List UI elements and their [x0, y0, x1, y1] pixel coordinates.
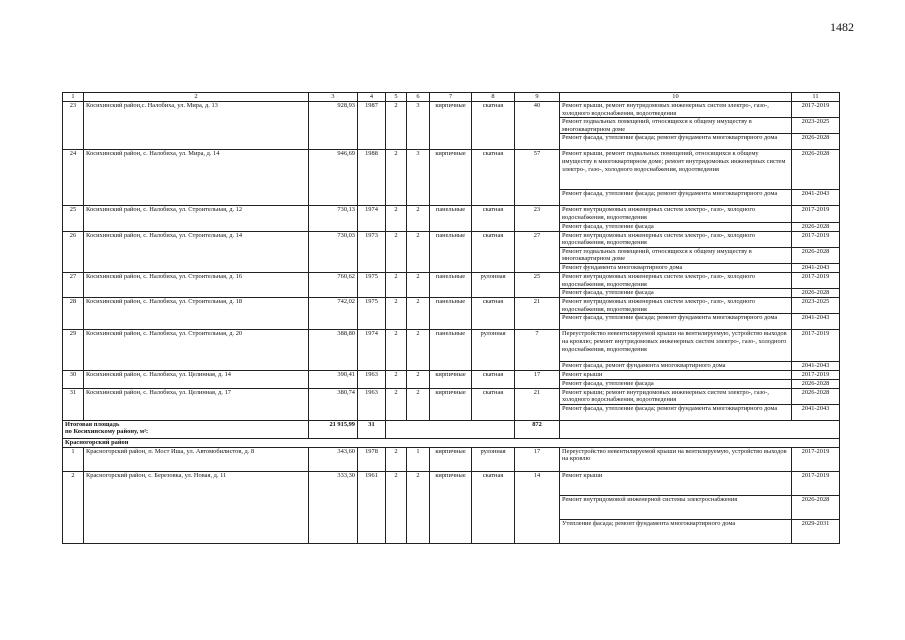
column-number: 6: [407, 93, 430, 102]
table-row: [63, 102, 840, 118]
value-col5: 2: [386, 330, 407, 371]
section-title: Красногорский район: [63, 438, 840, 447]
residents: 25: [515, 272, 560, 297]
wall-material: кирпичные: [430, 447, 472, 471]
roof-type: рулонная: [472, 330, 515, 371]
work-period: 2023-2025: [792, 118, 840, 134]
roof-type: скатная: [472, 102, 515, 150]
work-period: 2041-2043: [792, 404, 840, 420]
address: Косихинский район, с. Налобиха, ул. Строительная, д. 16: [84, 272, 309, 297]
work-description: Ремонт крыши: [560, 371, 792, 380]
work-period: 2023-2025: [792, 298, 840, 314]
work-description: Ремонт фасада, утепление фасада; ремонт фундамента многоквартирного дома: [560, 404, 792, 420]
year-built: 1975: [358, 272, 386, 297]
residents: 7: [515, 330, 560, 371]
value-col5: 2: [386, 150, 407, 206]
address: Косихинский район, с. Налобиха, ул. Строительная, д. 12: [84, 206, 309, 231]
area: 730,13: [309, 206, 358, 231]
table-row: [63, 471, 840, 495]
address: Красногорский район, с. Березовка, ул. Новая, д. 11: [84, 471, 309, 543]
work-description: Ремонт крыши: [560, 471, 792, 495]
address: Косихинский район,с. Налобиха, ул. Мира, д. 13: [84, 102, 309, 150]
work-period: 2017-2019: [792, 231, 840, 247]
work-period: 2041-2043: [792, 263, 840, 272]
work-period: 2041-2043: [792, 314, 840, 330]
total-label: [63, 420, 309, 438]
year-built: 1963: [358, 388, 386, 420]
work-period: 2026-2028: [792, 247, 840, 263]
total-label-line: по Косихинскому району, м²:: [65, 428, 149, 436]
value-col5: 2: [386, 206, 407, 231]
entry-number: 2: [63, 471, 84, 543]
value-col5: 2: [386, 231, 407, 272]
value-col6: 2: [407, 272, 430, 297]
wall-material: кирпичные: [430, 371, 472, 388]
residents: 23: [515, 206, 560, 231]
roof-type: рулонная: [472, 272, 515, 297]
year-built: 1961: [358, 471, 386, 543]
work-period: 2026-2028: [792, 289, 840, 298]
total-area: 21 915,99: [309, 420, 358, 438]
work-period: 2017-2019: [792, 206, 840, 222]
value-col6: 2: [407, 388, 430, 420]
entry-number: 29: [63, 330, 84, 371]
empty-cell: [386, 420, 515, 438]
work-description: Ремонт фасада, утепление фасада: [560, 289, 792, 298]
area: 730,03: [309, 231, 358, 272]
total-residents: 872: [515, 420, 560, 438]
empty-cell: [560, 420, 840, 438]
work-description: Ремонт фасада, утепление фасада: [560, 222, 792, 231]
residents: 14: [515, 471, 560, 543]
residents: 57: [515, 150, 560, 206]
table-row: [63, 447, 840, 471]
year-built: 1974: [358, 206, 386, 231]
table-row: [63, 330, 840, 362]
value-col6: 3: [407, 150, 430, 206]
area: 390,41: [309, 371, 358, 388]
work-description: Ремонт внутридомовой инженерной системы электроснабжения: [560, 495, 792, 519]
value-col6: 2: [407, 371, 430, 388]
entry-number: 31: [63, 388, 84, 420]
work-description: Ремонт крыши, ремонт подвальных помещений, относящихся к общему имуществу в многоквартирном доме; ремонт внутридомовых инженерных систем электро-, газо-, холодного водоснабжения, водоотведения: [560, 150, 792, 190]
work-period: 2029-2031: [792, 519, 840, 543]
entry-number: 28: [63, 298, 84, 330]
work-period: 2017-2019: [792, 471, 840, 495]
wall-material: кирпичные: [430, 471, 472, 543]
work-description: Ремонт крыши, ремонт внутридомовых инженерных систем электро-, газо-, холодного водоснабжения, водоотведения: [560, 102, 792, 118]
address: Косихинский район, с. Налобиха, ул. Строительная, д. 20: [84, 330, 309, 371]
register-table-body: [63, 93, 840, 544]
wall-material: кирпичные: [430, 150, 472, 206]
area: 928,93: [309, 102, 358, 150]
column-number: 8: [472, 93, 515, 102]
work-period: 2026-2028: [792, 150, 840, 190]
work-period: 2017-2019: [792, 330, 840, 362]
column-number: 4: [358, 93, 386, 102]
roof-type: скатная: [472, 371, 515, 388]
table-row: [63, 272, 840, 288]
table-row: [63, 388, 840, 404]
work-period: 2017-2019: [792, 447, 840, 471]
year-built: 1963: [358, 371, 386, 388]
column-number: 7: [430, 93, 472, 102]
year-built: 1974: [358, 330, 386, 371]
residents: 21: [515, 388, 560, 420]
value-col6: 2: [407, 231, 430, 272]
wall-material: панельные: [430, 330, 472, 371]
work-description: Ремонт фасада, утепление фасада; ремонт фундамента многоквартирного дома: [560, 190, 792, 206]
wall-material: панельные: [430, 272, 472, 297]
work-description: Ремонт фасада, утепление фасада; ремонт фундамента многоквартирного дома: [560, 314, 792, 330]
year-built: 1987: [358, 102, 386, 150]
roof-type: скатная: [472, 206, 515, 231]
address: Косихинский район, с. Налобиха, ул. Мира, д. 14: [84, 150, 309, 206]
roof-type: скатная: [472, 231, 515, 272]
residents: 17: [515, 371, 560, 388]
column-number: 2: [84, 93, 309, 102]
entry-number: 27: [63, 272, 84, 297]
page-number: 1482: [830, 20, 854, 34]
work-description: Ремонт внутридомовых инженерных систем электро-, газо-, холодного водоснабжения, водоотведения: [560, 272, 792, 288]
roof-type: скатная: [472, 298, 515, 330]
work-description: Ремонт фасада, утепление фасада; ремонт фундамента многоквартирного дома: [560, 134, 792, 150]
residents: 27: [515, 231, 560, 272]
section-row: [63, 438, 840, 447]
value-col5: 2: [386, 388, 407, 420]
area: 760,62: [309, 272, 358, 297]
entry-number: 23: [63, 102, 84, 150]
value-col5: 2: [386, 471, 407, 543]
work-description: Ремонт подвальных помещений, относящихся к общему имуществу в многоквартирном доме: [560, 247, 792, 263]
work-period: 2026-2028: [792, 379, 840, 388]
wall-material: кирпичные: [430, 102, 472, 150]
work-period: 2017-2019: [792, 371, 840, 380]
work-description: Ремонт фасада, утепление фасада: [560, 379, 792, 388]
entry-number: 30: [63, 371, 84, 388]
residents: 21: [515, 298, 560, 330]
column-number-row: [63, 93, 840, 102]
work-description: Ремонт крыши; ремонт внутридомовых инженерных систем электро-, газо-, холодного водоснабжения, водоотведения: [560, 388, 792, 404]
entry-number: 1: [63, 447, 84, 471]
total-label-line: Итоговая площадь: [65, 420, 120, 428]
year-built: 1975: [358, 298, 386, 330]
column-number: 5: [386, 93, 407, 102]
roof-type: скатная: [472, 150, 515, 206]
work-description: Ремонт внутридомовых инженерных систем электро-, газо-, холодного водоснабжения, водоотведения: [560, 206, 792, 222]
work-period: 2026-2028: [792, 495, 840, 519]
work-period: 2026-2028: [792, 222, 840, 231]
value-col5: 2: [386, 298, 407, 330]
area: 742,02: [309, 298, 358, 330]
work-description: Ремонт внутридомовых инженерных систем электро-, газо-, холодного водоснабжения, водоотведения: [560, 231, 792, 247]
column-number: 9: [515, 93, 560, 102]
work-description: Ремонт внутридомовых инженерных систем электро-, газо-, холодного водоснабжения, водоотведения: [560, 298, 792, 314]
total-row: [63, 420, 840, 438]
wall-material: панельные: [430, 231, 472, 272]
roof-type: скатная: [472, 388, 515, 420]
wall-material: панельные: [430, 298, 472, 330]
work-period: 2026-2028: [792, 388, 840, 404]
area: 333,30: [309, 471, 358, 543]
register-table: [62, 92, 840, 544]
value-col6: 2: [407, 330, 430, 371]
work-period: 2017-2019: [792, 272, 840, 288]
table-row: [63, 298, 840, 314]
work-description: Переустройство невентилируемой крыши на вентилируемую, устройство выходов на кровлю; ремонт внутридомовых инженерных систем электро-, газо-, холодного водоснабжения, водоотведения: [560, 330, 792, 362]
column-number: 1: [63, 93, 84, 102]
area: 343,60: [309, 447, 358, 471]
address: Красногорский район, п. Мост Иша, ул. Автомобилистов, д. 8: [84, 447, 309, 471]
work-period: 2041-2043: [792, 362, 840, 371]
roof-type: рулонная: [472, 447, 515, 471]
total-houses: 31: [358, 420, 386, 438]
address: Косихинский район, с. Налобиха, ул. Строительная, д. 18: [84, 298, 309, 330]
work-description: Ремонт подвальных помещений, относящихся к общему имуществу в многоквартирном доме: [560, 118, 792, 134]
residents: 17: [515, 447, 560, 471]
value-col5: 2: [386, 371, 407, 388]
address: Косихинский район, с. Налобиха, ул. Целинная, д. 14: [84, 371, 309, 388]
value-col6: 2: [407, 471, 430, 543]
work-period: 2026-2028: [792, 134, 840, 150]
entry-number: 26: [63, 231, 84, 272]
work-description: Ремонт фасада, ремонт фундамента многоквартирного дома: [560, 362, 792, 371]
wall-material: кирпичные: [430, 388, 472, 420]
work-description: Утепление фасада; ремонт фундамента многоквартирного дома: [560, 519, 792, 543]
work-description: Переустройство невентилируемой крыши на вентилируемую, устройство выходов на кровлю: [560, 447, 792, 471]
value-col5: 2: [386, 447, 407, 471]
work-period: 2017-2019: [792, 102, 840, 118]
value-col6: 1: [407, 447, 430, 471]
work-period: 2041-2043: [792, 190, 840, 206]
area: 946,69: [309, 150, 358, 206]
value-col6: 2: [407, 206, 430, 231]
value-col6: 3: [407, 102, 430, 150]
year-built: 1978: [358, 447, 386, 471]
table-row: [63, 371, 840, 380]
wall-material: панельные: [430, 206, 472, 231]
value-col5: 2: [386, 272, 407, 297]
year-built: 1973: [358, 231, 386, 272]
address: Косихинский район, с. Налобиха, ул. Строительная, д. 14: [84, 231, 309, 272]
column-number: 3: [309, 93, 358, 102]
work-description: Ремонт фундамента многоквартирного дома: [560, 263, 792, 272]
roof-type: скатная: [472, 471, 515, 543]
area: 380,74: [309, 388, 358, 420]
column-number: 10: [560, 93, 792, 102]
column-number: 11: [792, 93, 840, 102]
table-row: [63, 150, 840, 190]
value-col5: 2: [386, 102, 407, 150]
entry-number: 25: [63, 206, 84, 231]
value-col6: 2: [407, 298, 430, 330]
table-row: [63, 231, 840, 247]
entry-number: 24: [63, 150, 84, 206]
address: Косихинский район, с. Налобиха, ул. Целинная, д. 17: [84, 388, 309, 420]
year-built: 1988: [358, 150, 386, 206]
residents: 40: [515, 102, 560, 150]
table-row: [63, 206, 840, 222]
area: 388,80: [309, 330, 358, 371]
